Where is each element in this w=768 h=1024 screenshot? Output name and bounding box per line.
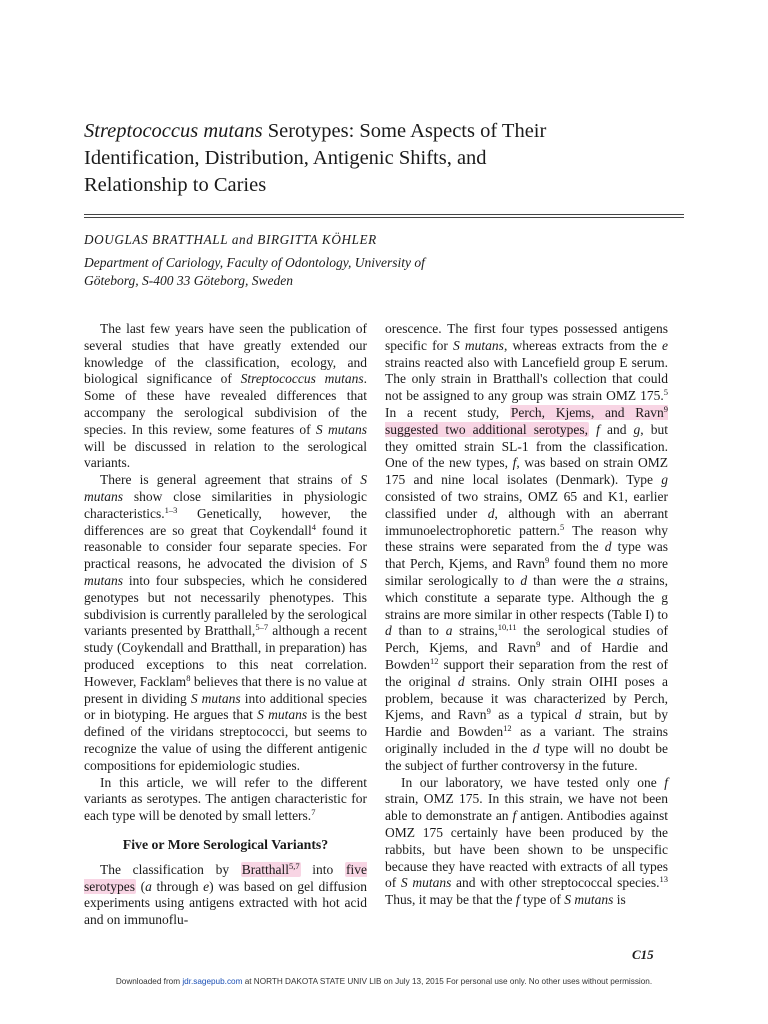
page-number: C15 — [632, 947, 654, 962]
citation: 9 — [536, 639, 541, 650]
citation: 7 — [311, 807, 316, 818]
highlight: Bratthall$^{5,7}$ — [241, 860, 300, 877]
article-title — [84, 118, 704, 199]
title-rule-bottom — [84, 217, 684, 218]
highlight: five serotypes — [84, 861, 367, 894]
paragraph: There is general agreement that strains of S mutans show close similarities in physiologic characteristics.$^{1-3}$ Genetically, however, the differences are so great that Coykendall$^4$ found it reasonable to consider four separate species. For practical reasons, he advocated the division of S mutans into four subspecies, which he considered genotypes but not necessarily phenotypes. This subdivision is currently paralleled by the serological variants presented by Bratthall,$^{5-7}$ although a recent study (Coykendall and Bratthall, in preparation) has produced exceptions to this neat correlation. However, Facklam$^8$ believes that there is no value at present in dividing S mutans into additional species or in biotyping. He argues that S mutans is the best defined of the viridans streptococci, but seems to recognize the value of using the different antigenic compositions for epidemiologic studies. — [84, 472, 367, 773]
paragraph: The classification by Bratthall$^{5,7}$ into five serotypes (a through e) was based on gel diffusion experiments using antigens extracted with hot acid and on immunoflu- — [84, 860, 367, 928]
title-species: Streptococcus mutans — [84, 120, 263, 142]
affiliation-line2: Göteborg, S-400 33 Göteborg, Sweden — [84, 273, 293, 288]
citation: 4 — [311, 521, 316, 532]
citation: 13 — [659, 874, 668, 885]
right-column — [385, 321, 668, 909]
citation: 1–3 — [164, 504, 178, 515]
citation: 9 — [545, 555, 550, 566]
title-line2: Identification, Distribution, Antigenic Shifts, and — [84, 147, 487, 169]
citation: 9 — [486, 706, 491, 717]
title-line1-rest: Serotypes: Some Aspects of Their — [262, 120, 547, 142]
highlight: Perch, Kjems, and Ravn$^9$ suggested two additional serotypes, — [385, 403, 668, 437]
citation: 5–7 — [255, 622, 269, 633]
citation: 5 — [663, 387, 668, 398]
paragraph: The last few years have seen the publication of several studies that have greatly extended our knowledge of the classification, ecology, and biological significance of Streptococcus mutans. Some of these have revealed differences that accompany the serological subdivision of the species. In this review, some features of S mutans will be discussed in relation to the serological variants. — [84, 321, 367, 471]
left-column — [84, 321, 367, 929]
citation: 12 — [503, 723, 512, 734]
authors: DOUGLAS BRATTHALL and BIRGITTA KÖHLER — [84, 232, 377, 247]
paragraph: In this article, we will refer to the different variants as serotypes. The antigen characteristic for each type will be denoted by small letters.$^7$ — [84, 774, 367, 824]
citation: 9 — [663, 403, 668, 414]
section-heading: Five or More Serological Variants? — [122, 836, 329, 852]
citation: 5 — [560, 521, 565, 532]
title-rule-top — [84, 214, 684, 215]
citation: 8 — [186, 672, 191, 683]
paragraph: In our laboratory, we have tested only one f strain, OMZ 175. In this strain, we have not been able to demonstrate an f antigen. Antibodies against OMZ 175 certainly have been produced by the rabbits, but have been shown to be unspecific because they have reacted with extracts of all types of S mutans and with other streptococcal species.$^{13}$ Thus, it may be that the f type of S mutans is — [385, 774, 668, 908]
title-line3: Relationship to Caries — [84, 174, 267, 196]
citation: 5,7 — [289, 860, 300, 871]
citation: 10,11 — [497, 622, 517, 633]
citation: 12 — [430, 655, 439, 666]
affiliation — [84, 254, 584, 290]
paragraph: orescence. The first four types possessed antigens specific for S mutans, whereas extracts from the e strains reacted also with Lancefield group E serum. The only strain in Bratthall's collection that could not be assigned to any group was strain OMZ 175.$^5$ In a recent study, Perch, Kjems, and Ravn$^9$ suggested two additional serotypes, f and g, but they omitted strain SL-1 from the classification. One of the new types, f, was based on strain OMZ 175 and nine local isolates (Denmark). Type g consisted of two strains, OMZ 65 and K1, earlier classified under d, although with an aberrant immunoelectrophoretic pattern.$^5$ The reason why these strains were separated from the d type was that Perch, Kjems, and Ravn$^9$ found them no more similar serologically to d than were the a strains, which constitute a separate type. Although the g strains are more similar in other respects (Table I) to d than to a strains,$^{10,11}$ the serological studies of Perch, Kjems, and Ravn$^9$ and of Hardie and Bowden$^{12}$ support their separation from the rest of the original d strains. Only strain OIHI poses a problem, because it was characterized by Perch, Kjems, and Ravn$^9$ as a typical d strain, but by Hardie and Bowden$^{12}$ as a variant. The strains originally included in the d type will no doubt be the subject of further controversy in the future. — [385, 321, 669, 773]
affiliation-line1: Department of Cariology, Faculty of Odontology, University of — [84, 255, 425, 270]
journal-link[interactable]: jdr.sagepub.com — [182, 977, 243, 986]
download-footer: Downloaded from jdr.sagepub.com at NORTH DAKOTA STATE UNIV LIB on July 13, 2015 For personal use only. No other uses without permission. — [115, 977, 653, 986]
